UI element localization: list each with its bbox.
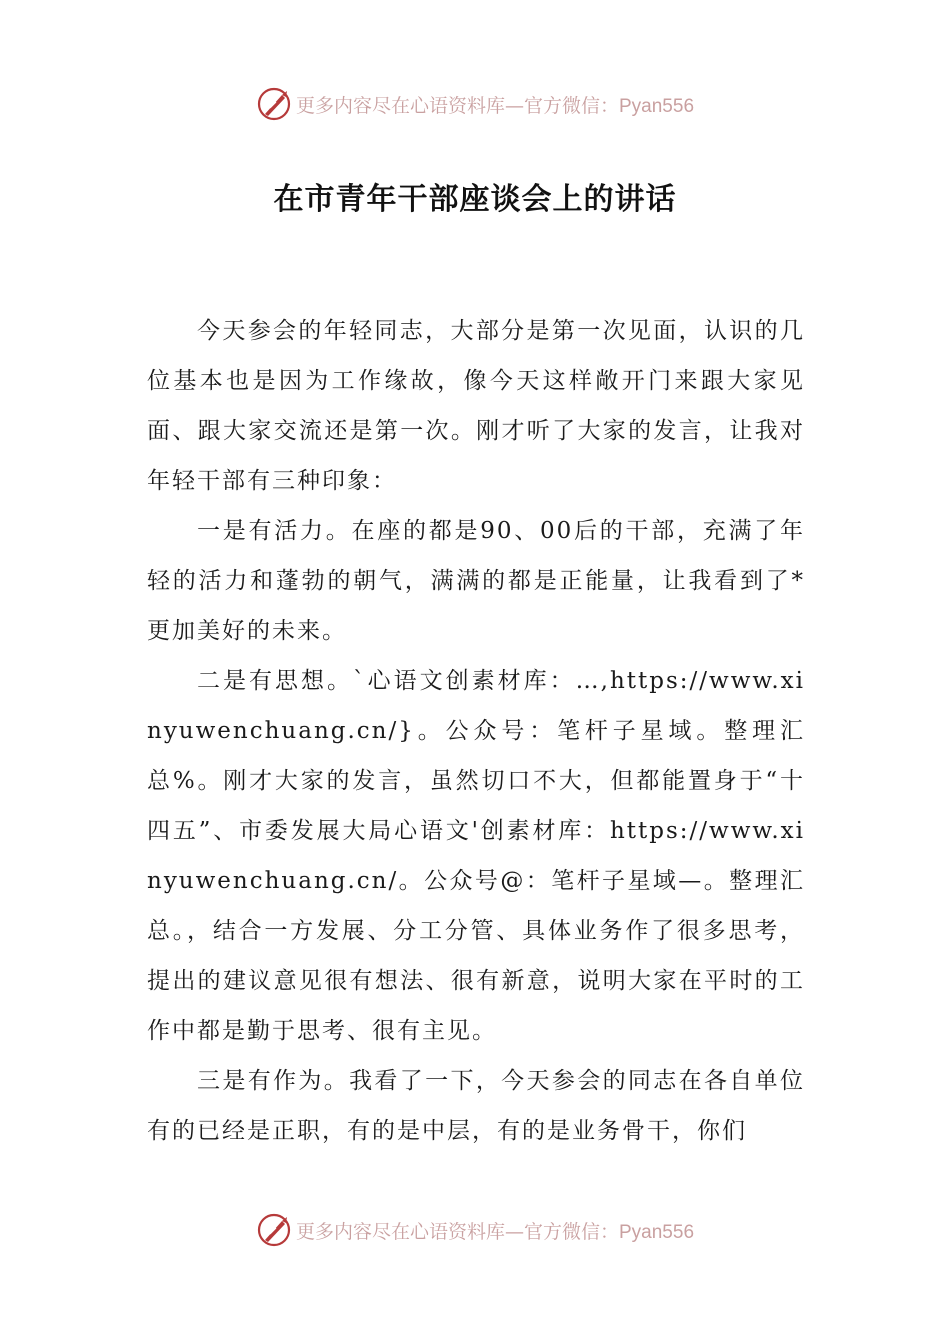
- paragraph-point-one: 一是有活力。在座的都是90、00后的干部，充满了年轻的活力和蓬勃的朝气，满满的都是正能量，让我看到了*更加美好的未来。: [147, 518, 805, 644]
- document-body: [147, 306, 805, 1156]
- paragraph-point-three: 三是有作为。我看了一下，今天参会的同志在各自单位有的已经是正职，有的是中层，有的是业务骨干，你们: [147, 1068, 805, 1144]
- header-banner-wechat: Pyan556: [619, 95, 695, 117]
- header-banner-label: 更多内容尽在心语资料库—官方微信：: [295, 94, 619, 117]
- footer-banner-text: [296, 1217, 694, 1244]
- quill-logo-icon: [256, 86, 292, 122]
- footer-banner-label: 更多内容尽在心语资料库—官方微信：: [295, 1220, 619, 1243]
- paragraph-intro: 今天参会的年轻同志，大部分是第一次见面，认识的几位基本也是因为工作缘故，像今天这样敞开门来跟大家见面、跟大家交流还是第一次。刚才听了大家的发言，让我对年轻干部有三种印象：: [147, 318, 805, 494]
- header-banner-text: [296, 91, 694, 118]
- header-banner: [0, 84, 950, 124]
- paragraph-point-two: 二是有思想。`心语文创素材库：…,https://www.xinyuwenchuang.cn/}。公众号：笔杆子星域。整理汇总%。刚才大家的发言，虽然切口不大，但都能置身于“十四五”、市委发展大局心语文'创素材库：https://www.xinyuwenchuang.cn/。公众号@：笔杆子星域—。整理汇总。，结合一方发展、分工分管、具体业务作了很多思考，提出的建议意见很有想法、很有新意，说明大家在平时的工作中都是勤于思考、很有主见。: [147, 668, 805, 1044]
- footer-banner: [0, 1210, 950, 1250]
- document-title: 在市青年干部座谈会上的讲话: [273, 182, 677, 217]
- quill-logo-icon: [256, 1212, 292, 1248]
- footer-banner-wechat: Pyan556: [619, 1221, 695, 1243]
